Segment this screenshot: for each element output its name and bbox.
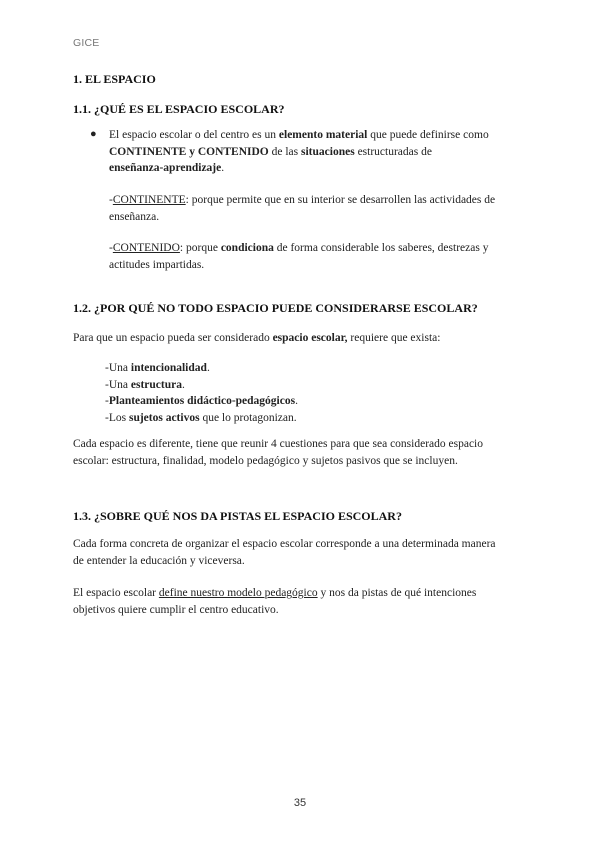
section-heading-1-1: 1.1. ¿QUÉ ES EL ESPACIO ESCOLAR?	[73, 102, 285, 116]
requirements-list	[105, 360, 525, 426]
bold-span: sujetos activos	[128, 411, 200, 424]
continente-paragraph	[109, 192, 529, 225]
list-item	[105, 377, 525, 394]
contenido-line-2: actitudes impartidas.	[109, 258, 205, 271]
text-span: -	[109, 242, 113, 254]
text-span: requiere que exista:	[347, 332, 441, 344]
bullet-line-2	[109, 144, 529, 161]
organization-line-2: de entender la educación y viceversa.	[73, 554, 245, 567]
list-item	[105, 393, 525, 410]
text-span: : porque permite que en su interior se desarrollen las actividades de	[185, 194, 496, 206]
text-span: -Los	[105, 411, 129, 424]
text-span: .	[295, 395, 298, 407]
section-heading-1-2: 1.2. ¿POR QUÉ NO TODO ESPACIO PUEDE CONSIDERARSE ESCOLAR?	[73, 301, 478, 315]
text-span: .	[181, 378, 185, 391]
underlined-term: define nuestro modelo pedagógico	[158, 587, 318, 599]
contenido-line-1	[109, 240, 529, 257]
text-span: y nos da pistas de qué intenciones	[317, 587, 477, 599]
page-header: GICE	[73, 37, 100, 49]
continente-line-2: enseñanza.	[109, 210, 160, 223]
organization-paragraph	[73, 536, 533, 569]
text-span: -	[109, 194, 113, 206]
section-heading-1-3: 1.3. ¿SOBRE QUÉ NOS DA PISTAS EL ESPACIO ESCOLAR?	[73, 509, 402, 523]
model-line-1	[73, 585, 533, 602]
continente-line-1	[109, 192, 529, 209]
contenido-paragraph	[109, 240, 529, 273]
text-span: que lo protagonizan.	[199, 411, 297, 424]
text-span: -Una	[105, 362, 131, 374]
page-number: 35	[293, 797, 307, 809]
text-span: .	[206, 362, 210, 374]
intro-paragraph	[73, 330, 533, 347]
bullet-line-3	[109, 160, 529, 177]
bold-span: intencionalidad	[130, 362, 207, 374]
bullet-line-1	[109, 127, 529, 144]
bold-span: espacio escolar,	[272, 332, 348, 344]
text-span: de las	[268, 145, 302, 158]
text-span: de forma considerable los saberes, destrezas y	[273, 242, 489, 254]
bold-span: elemento material	[278, 129, 368, 141]
text-span: El espacio escolar o del centro es un	[109, 129, 279, 141]
bold-span: enseñanza-aprendizaje	[109, 162, 222, 174]
list-item	[105, 410, 525, 427]
summary-line-2: escolar: estructura, finalidad, modelo pedagógico y sujetos pasivos que se incluyen.	[73, 454, 458, 467]
list-item	[105, 360, 525, 377]
bold-span: CONTINENTE y CONTENIDO	[109, 145, 269, 158]
text-span: .	[221, 162, 225, 174]
section-heading-1: 1. EL ESPACIO	[73, 72, 156, 86]
summary-paragraph	[73, 436, 533, 469]
bold-span: estructura	[130, 378, 182, 391]
bullet-icon: ●	[90, 128, 97, 140]
text-span: El espacio escolar	[73, 587, 159, 599]
underlined-term: CONTINENTE	[112, 194, 186, 206]
text-span: Para que un espacio pueda ser considerado	[73, 332, 273, 344]
bullet-paragraph	[109, 127, 529, 177]
text-span: : porque	[179, 242, 221, 254]
model-paragraph	[73, 585, 533, 618]
text-span: que puede definirse como	[367, 129, 489, 141]
text-span: -Una	[105, 378, 131, 391]
bold-span: situaciones	[301, 145, 355, 158]
text-span: -	[105, 395, 109, 407]
model-line-2: objetivos quiere cumplir el centro educativo.	[73, 603, 279, 616]
bold-span: Planteamientos didáctico-pedagógicos	[108, 395, 296, 407]
summary-line-1: Cada espacio es diferente, tiene que reunir 4 cuestiones para que sea considerado espacio	[73, 438, 483, 450]
bold-span: condiciona	[220, 242, 274, 254]
underlined-term: CONTENIDO	[112, 242, 180, 254]
text-span: estructuradas de	[354, 145, 432, 158]
organization-line-1: Cada forma concreta de organizar el espacio escolar corresponde a una determinada manera	[73, 538, 496, 550]
